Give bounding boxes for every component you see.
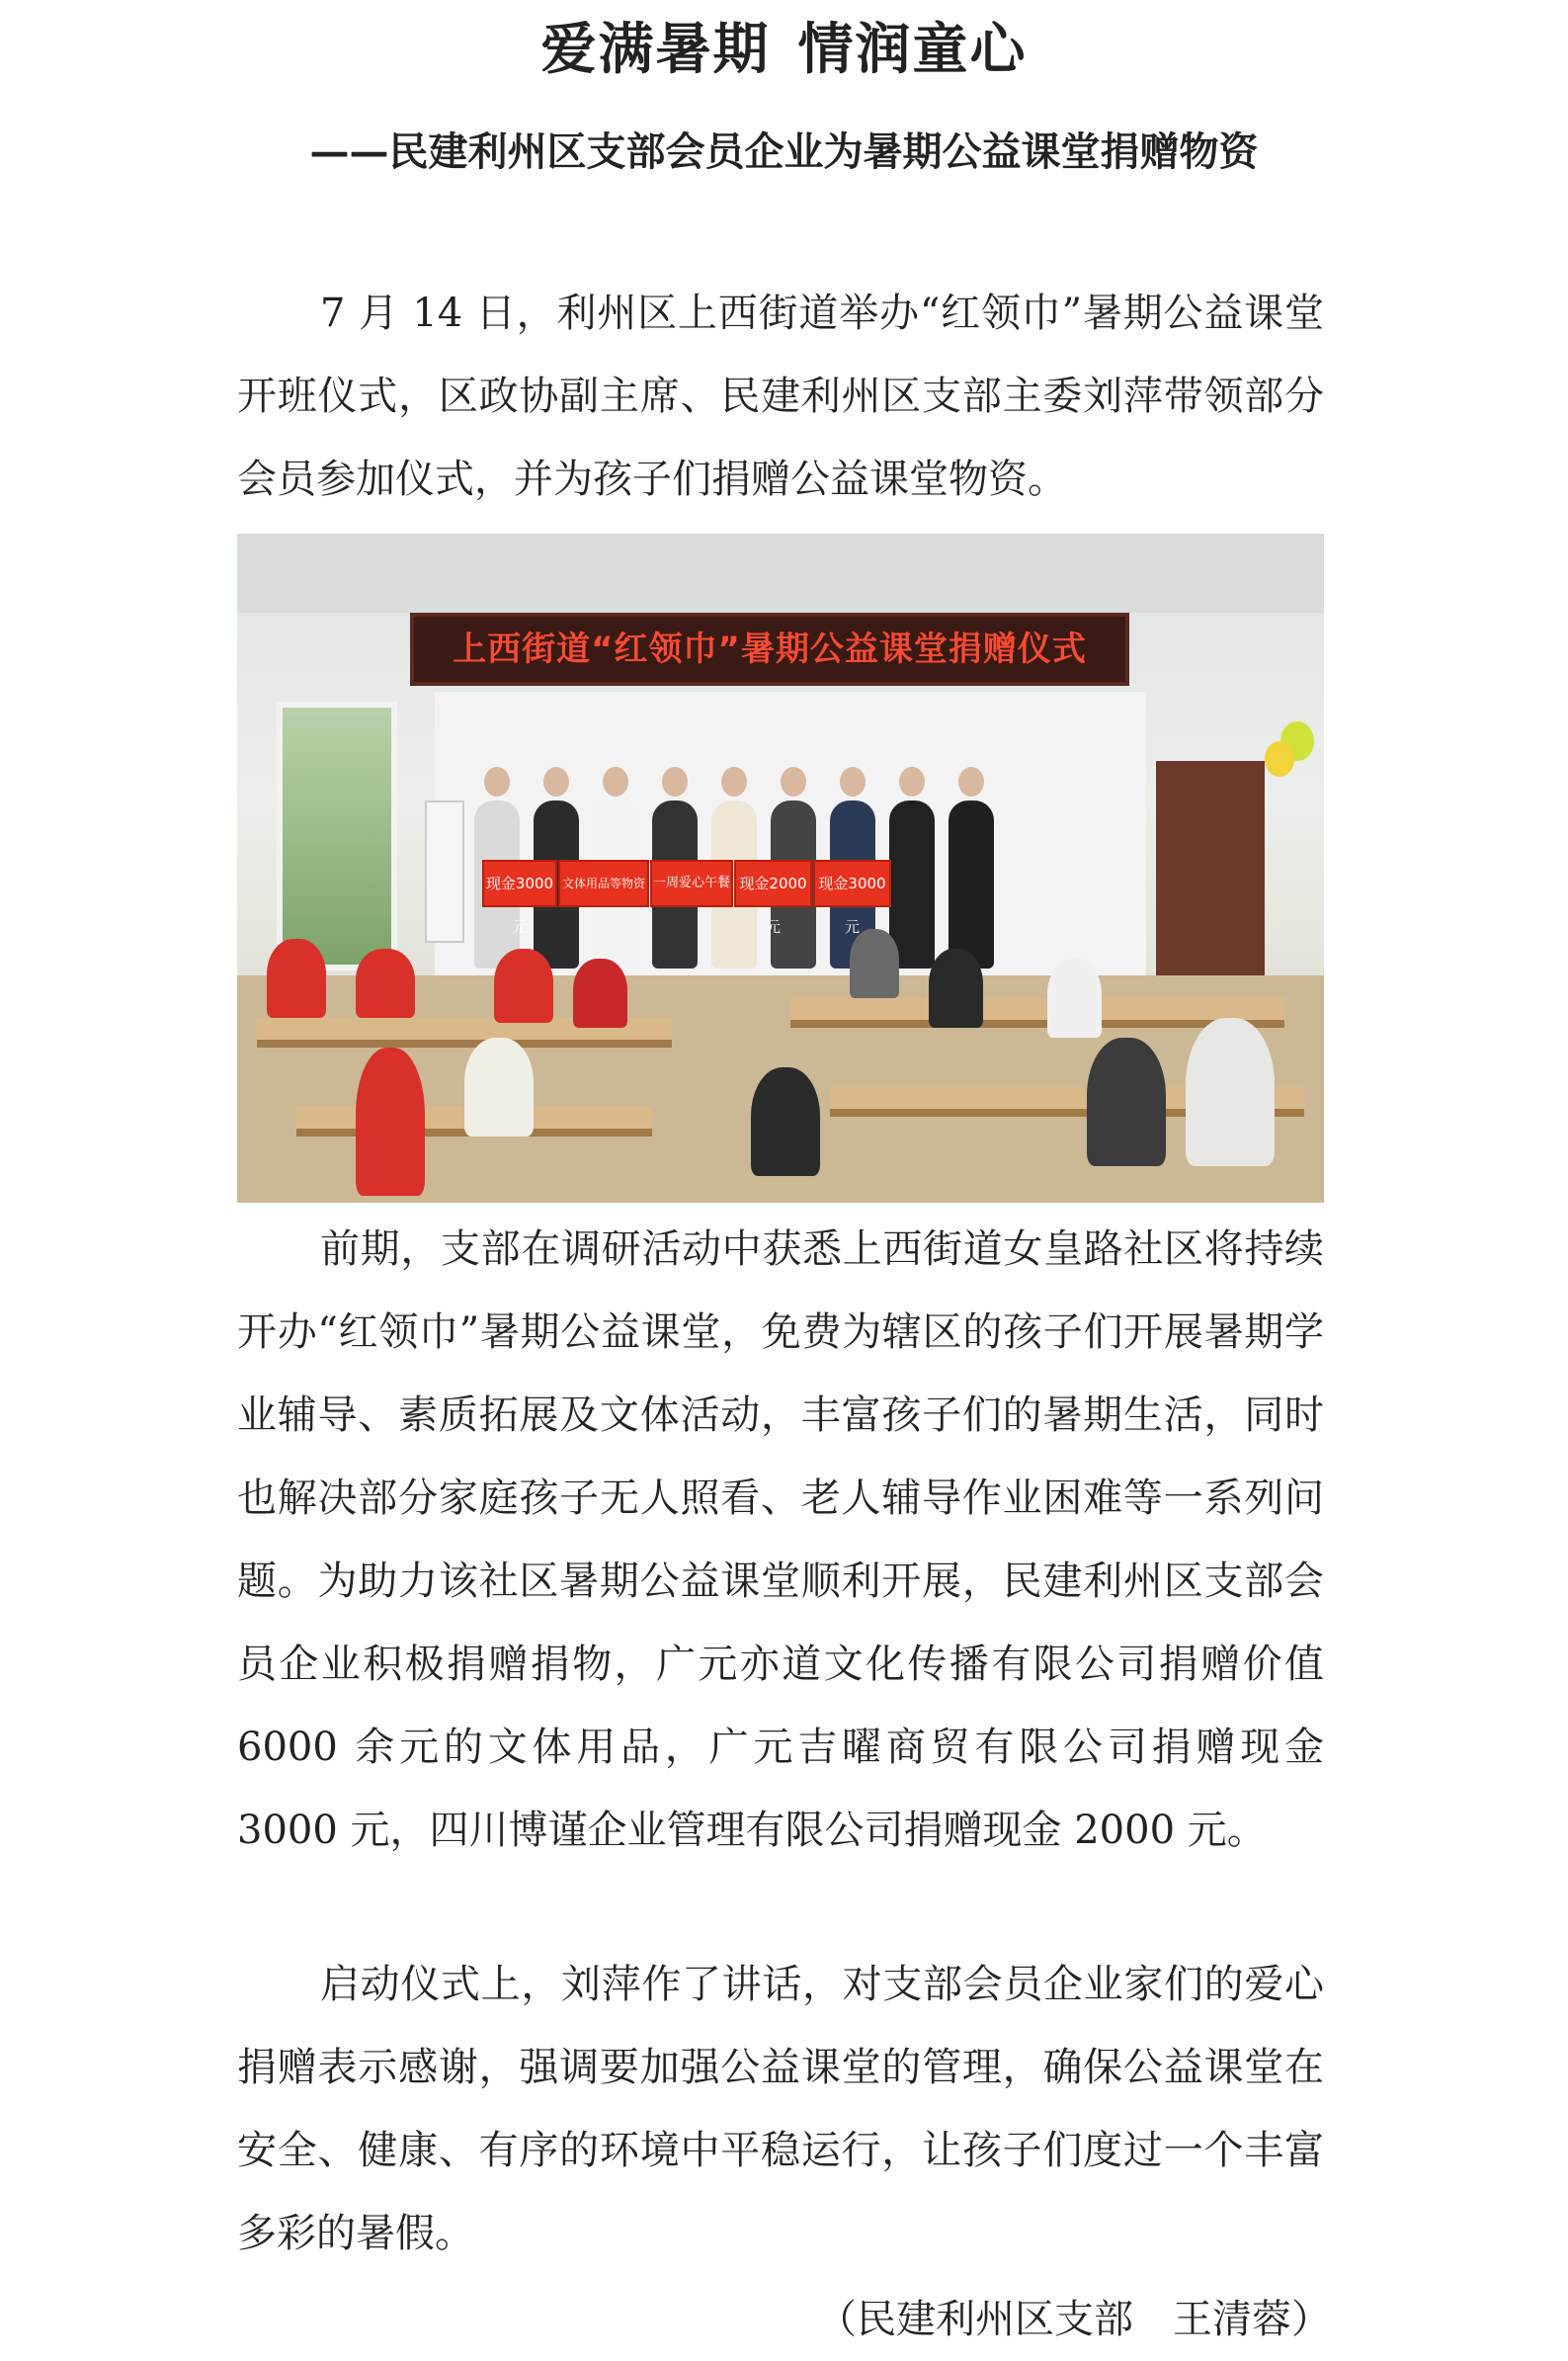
volunteer: [356, 949, 415, 1018]
balloon: [1265, 741, 1294, 777]
signature: [817, 2278, 1331, 2361]
child: [929, 949, 983, 1028]
child: [751, 1067, 820, 1176]
volunteer: [356, 1048, 425, 1196]
title-part-2: 情润童心: [797, 17, 1028, 82]
paragraph-3: 启动仪式上，刘萍作了讲话，对支部会员企业家们的爱心捐赠表示感谢，强调要加强公益课堂的管理，确保公益课堂在安全、健康、有序的环境中平稳运行，让孩子们度过一个丰富多彩的暑假。: [237, 1962, 1324, 2256]
air-conditioner: [425, 801, 464, 943]
child: [1047, 959, 1102, 1038]
donation-sign: 一周爱心午餐: [650, 860, 733, 907]
ceiling: [237, 534, 1324, 613]
adult: [1186, 1018, 1275, 1166]
window: [277, 702, 397, 970]
volunteer: [494, 949, 553, 1023]
donation-sign: 现金3000元: [813, 860, 891, 907]
person: [949, 801, 994, 969]
volunteer: [267, 939, 326, 1018]
led-banner: 上西街道“红领巾”暑期公益课堂捐赠仪式: [410, 613, 1129, 686]
donation-sign: 文体用品等物资: [558, 860, 649, 907]
signature-org: （民建利州区支部: [817, 2297, 1133, 2342]
volunteer: [573, 959, 627, 1028]
paragraph-2: 前期，支部在调研活动中获悉上西街道女皇路社区将持续开办“红领巾”暑期公益课堂，免费为辖区的孩子们开展暑期学业辅导、素质拓展及文体活动，丰富孩子们的暑期生活，同时也解决部分家庭孩子无人照看、老人辅导作业困难等一系列问题。为助力该社区暑期公益课堂顺利开展，民建利州区支部会员企业积极捐赠捐物，广元亦道文化传播有限公司捐赠价值 6000 余元的文体用品，广元吉曜商贸有限公司捐赠现金 3000 元，四川博谨企业管理有限公司捐赠现金 2000 元。: [237, 1226, 1324, 1853]
child: [1087, 1038, 1166, 1166]
child: [464, 1038, 534, 1137]
signature-name: 王清蓉）: [1173, 2297, 1331, 2342]
child: [850, 929, 899, 998]
title-part-1: 爱满暑期: [540, 17, 771, 82]
paragraph-1: 7 月 14 日，利州区上西街道举办“红领巾”暑期公益课堂开班仪式，区政协副主席、民建利州区支部主委刘萍带领部分会员参加仪式，并为孩子们捐赠公益课堂物资。: [237, 291, 1324, 502]
event-photo: [237, 534, 1324, 1203]
donation-sign: 现金2000元: [734, 860, 812, 907]
document-subtitle: ——民建利州区支部会员企业为暑期公益课堂捐赠物资: [309, 128, 1259, 175]
document-title: [0, 6, 1568, 85]
donation-sign: 现金3000元: [482, 860, 557, 907]
person: [889, 801, 935, 969]
